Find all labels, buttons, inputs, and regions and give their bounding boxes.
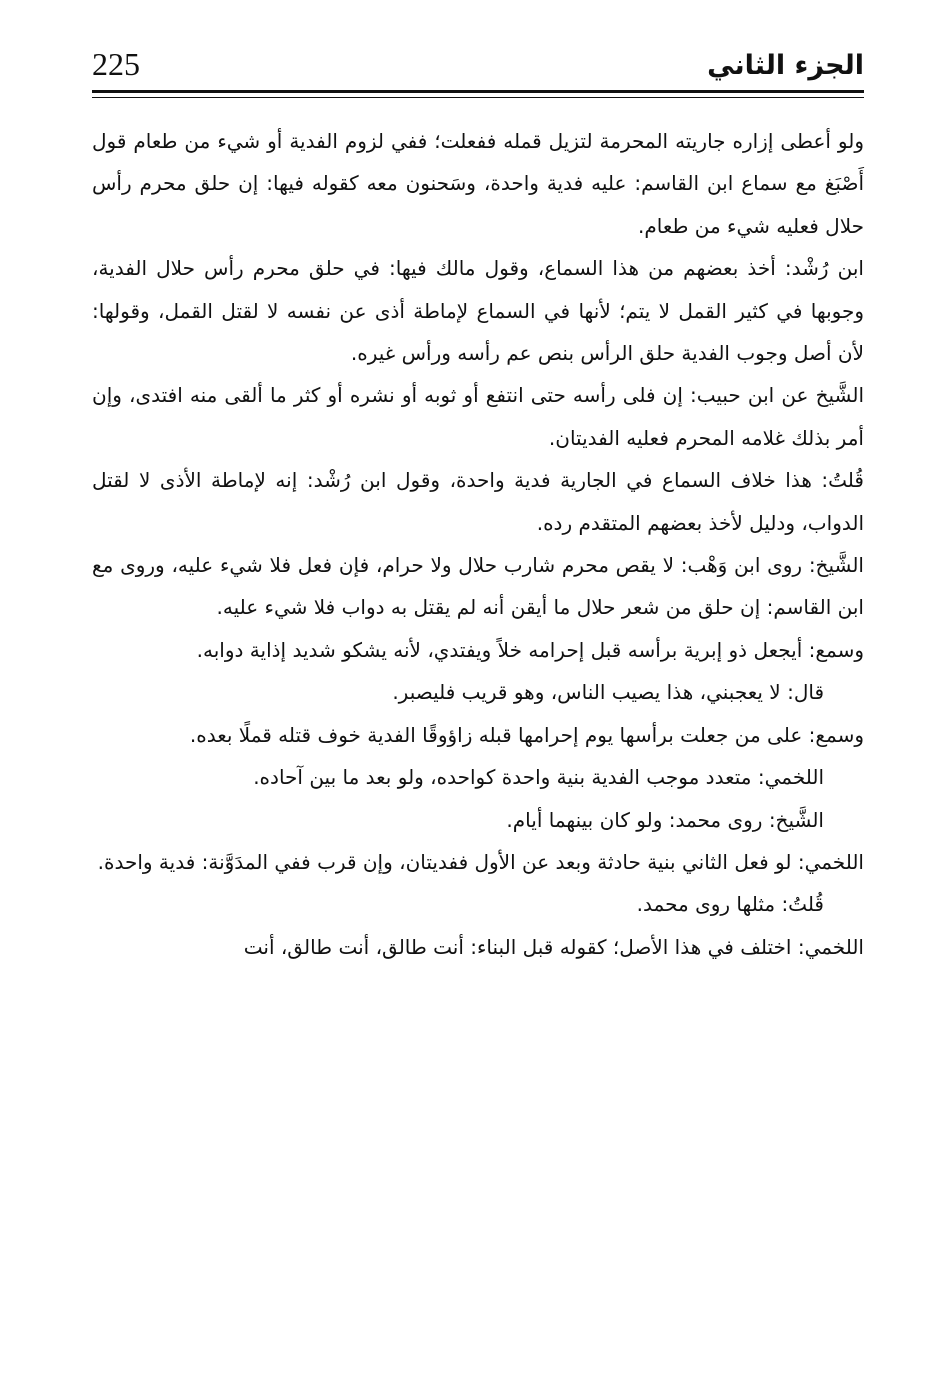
page-header: [92, 38, 864, 94]
paragraph: ابن رُشْد: أخذ بعضهم من هذا السماع، وقول مالك فيها: في حلق محرم رأس حلال الفدية، وجوبها في كثير القمل لا يتم؛ لأنها في السماع لإماطة أذى عن نفسه لا لقتل القمل، وقولها: لأن أصل وجوب الفدية حلق الرأس بنص عم رأسه ورأس غيره.: [92, 256, 864, 366]
paragraph: وسمع: أيجعل ذو إبرية برأسه قبل إحرامه خلاً ويفتدي، لأنه يشكو شديد إذاية دوابه.: [196, 637, 864, 662]
paragraph: قُلتُ: هذا خلاف السماع في الجارية فدية واحدة، وقول ابن رُشْد: إنه لإماطة الأذى لا لقتل الدواب، ودليل لأخذ بعضهم المتقدم رده.: [92, 468, 864, 535]
header-rule-thin: [92, 97, 864, 98]
paragraph: ولو أعطى إزاره جاريته المحرمة لتزيل قمله ففعلت؛ ففي لزوم الفدية أو شيء من طعام قول أَصْبَغ مع سماع ابن القاسم: عليه فدية واحدة، وسَحنون معه كقوله فيها: إن حلق محرم رأس حلال فعليه شيء من طعام.: [92, 129, 864, 238]
paragraph: قُلتُ: مثلها روى محمد.: [636, 892, 824, 917]
paragraph: وسمع: على من جعلت برأسها يوم إحرامها قبله زاؤوقًا الفدية خوف قتله قملًا بعده.: [189, 722, 864, 747]
paragraph: الشَّيخ: روى ابن وَهْب: لا يقص محرم شارب حلال ولا حرام، فإن فعل فلا شيء عليه، وروى مع ابن القاسم: إن حلق من شعر حلال ما أيقن أنه لم يقتل به دواب فلا شيء عليه.: [92, 553, 864, 620]
paragraph: اللخمي: لو فعل الثاني بنية حادثة وبعد عن الأول ففديتان، وإن قرب ففي المدَوَّنة: فدية واحدة.: [97, 849, 864, 874]
header-rule-thick: [92, 90, 864, 93]
paragraph: الشَّيخ: روى محمد: ولو كان بينهما أيام.: [506, 807, 824, 832]
paragraph: الشَّيخ عن ابن حبيب: إن فلى رأسه حتى انتفع أو ثوبه أو نشره أو كثر ما ألقى منه افتدى، وإن أمر بذلك غلامه المحرم فعليه الفديتان.: [92, 383, 864, 450]
paragraph: اللخمي: متعدد موجب الفدية بنية واحدة كواحده، ولو بعد ما بين آحاده.: [253, 765, 824, 790]
page-number: 225: [92, 46, 140, 82]
body-text: [92, 120, 864, 968]
running-title: الجزء الثاني: [707, 50, 864, 81]
paragraph: قال: لا يعجبني، هذا يصيب الناس، وهو قريب فليصبر.: [392, 680, 824, 705]
paragraph: اللخمي: اختلف في هذا الأصل؛ كقوله قبل البناء: أنت طالق، أنت طالق، أنت: [243, 934, 864, 959]
